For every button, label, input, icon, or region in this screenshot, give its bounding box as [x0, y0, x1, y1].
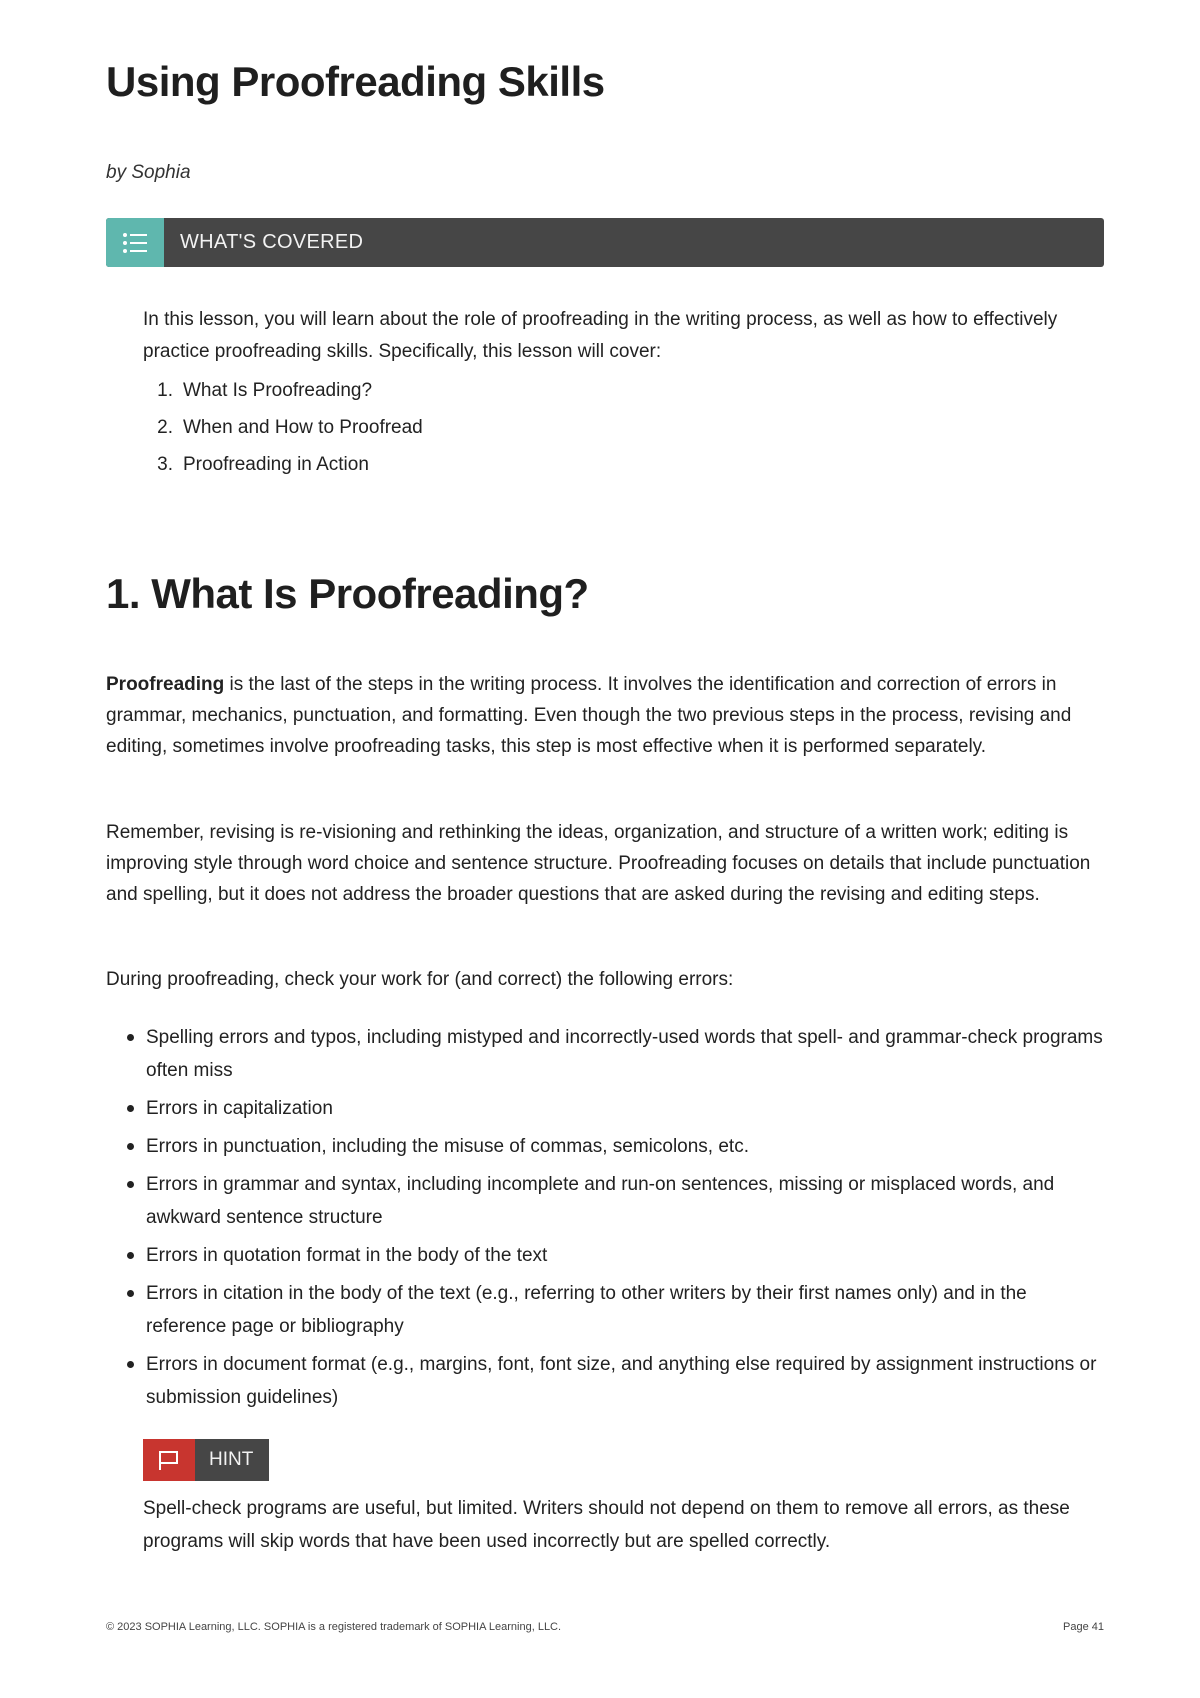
list-item-text: Errors in capitalization	[146, 1098, 333, 1119]
hint-label: HINT	[195, 1439, 269, 1481]
list-item-text: Errors in document format (e.g., margins, font, font size, and anything else required by assignment instructions or submission guidelines)	[146, 1354, 1097, 1408]
list-item-text: Errors in citation in the body of the text (e.g., referring to other writers by their first names only) and in the reference page or bibliography	[146, 1283, 1027, 1337]
paragraph-definition	[106, 669, 1106, 762]
error-checklist	[106, 1021, 1106, 1419]
bullet-icon	[127, 1105, 134, 1112]
list-item	[106, 1348, 1106, 1414]
list-item	[106, 1130, 1106, 1163]
paragraph-comparison: Remember, revising is re-visioning and rethinking the ideas, organization, and structure of a written work; editing is improving style through word choice and sentence structure. Proofreading focuses on details that include punctuation and spelling, but it does not address the broader questions that are asked during the revising and editing steps.	[106, 822, 1091, 905]
paragraph-checklist-intro: During proofreading, check your work for (and correct) the following errors:	[106, 969, 734, 990]
list-item-number: 1.	[157, 380, 173, 401]
bullet-icon	[127, 1290, 134, 1297]
list-item-number: 3.	[157, 454, 173, 475]
list-item	[143, 446, 1073, 483]
list-item	[106, 1168, 1106, 1234]
page-footer	[106, 1621, 1104, 1633]
bullet-icon	[127, 1252, 134, 1259]
list-item-text: Errors in punctuation, including the misuse of commas, semicolons, etc.	[146, 1136, 749, 1157]
list-item	[106, 1021, 1106, 1087]
list-item-text: Errors in grammar and syntax, including incomplete and run-on sentences, missing or misplaced words, and awkward sentence structure	[146, 1174, 1055, 1228]
byline: by Sophia	[106, 162, 191, 183]
whats-covered-content	[143, 304, 1073, 483]
whats-covered-intro: In this lesson, you will learn about the role of proofreading in the writing process, as well as how to effectively practice proofreading skills. Specifically, this lesson will cover:	[143, 309, 1058, 362]
list-item-text: Errors in quotation format in the body of the text	[146, 1245, 548, 1266]
list-item	[143, 409, 1073, 446]
list-item-number: 2.	[157, 417, 173, 438]
bullet-icon	[127, 1034, 134, 1041]
bullet-icon	[127, 1143, 134, 1150]
copyright-text: © 2023 SOPHIA Learning, LLC. SOPHIA is a registered trademark of SOPHIA Learning, LLC.	[106, 1621, 562, 1633]
whats-covered-label: WHAT'S COVERED	[180, 231, 364, 253]
list-item	[106, 1277, 1106, 1343]
list-item-label: What Is Proofreading?	[183, 380, 373, 401]
page-number: Page 41	[1063, 1621, 1104, 1633]
list-item-label: When and How to Proofread	[183, 417, 423, 438]
list-icon	[106, 218, 164, 267]
list-item-text: Spelling errors and typos, including mistyped and incorrectly-used words that spell- and grammar-check programs often miss	[146, 1027, 1103, 1081]
definition-text: is the last of the steps in the writing process. It involves the identification and correction of errors in grammar, mechanics, punctuation, and formatting. Even though the two previous steps in the process, revising and editing, sometimes involve proofreading tasks, this step is most effective when it is performed separately.	[106, 674, 1072, 757]
bullet-icon	[127, 1361, 134, 1368]
bullet-icon	[127, 1181, 134, 1188]
page-title: Using Proofreading Skills	[106, 58, 605, 105]
hint-text: Spell-check programs are useful, but limited. Writers should not depend on them to remove all errors, as these programs will skip words that have been used incorrectly but are spelled correctly.	[143, 1498, 1070, 1552]
hint-banner	[143, 1439, 269, 1481]
covered-topics-list	[143, 372, 1073, 483]
list-item-label: Proofreading in Action	[183, 454, 369, 475]
list-item	[106, 1092, 1106, 1125]
flag-icon	[143, 1439, 195, 1481]
list-item	[143, 372, 1073, 409]
whats-covered-banner	[106, 218, 1104, 267]
term-proofreading: Proofreading	[106, 674, 225, 695]
list-item	[106, 1239, 1106, 1272]
section-heading: 1. What Is Proofreading?	[106, 570, 589, 617]
